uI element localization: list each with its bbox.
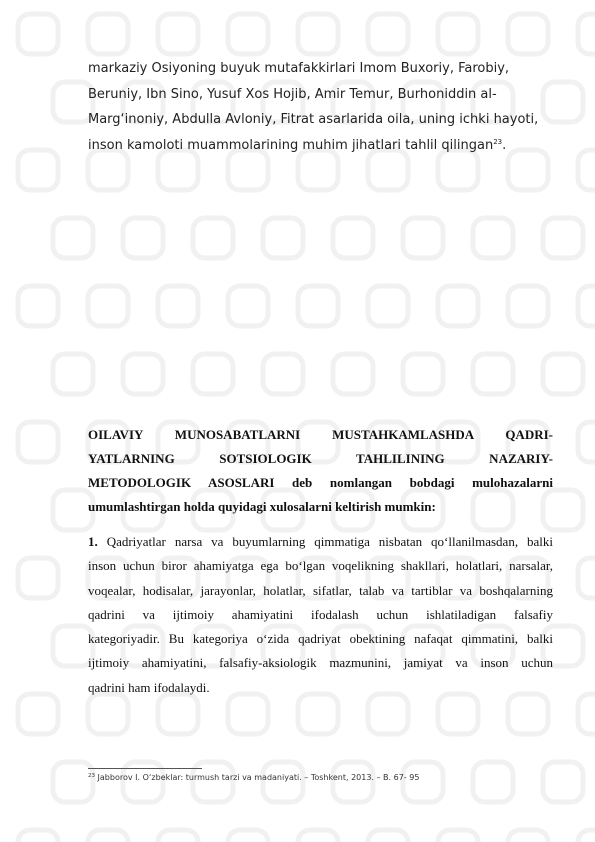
watermark-mark [298, 14, 338, 54]
intro-line: markaziy Osiyoning buyuk mutafakkirlari Imom Buxoriy, Farobiy, [88, 61, 510, 76]
watermark-mark [158, 830, 198, 842]
paragraph-first-line [88, 530, 553, 554]
watermark-mark [333, 354, 373, 394]
watermark-mark [263, 218, 303, 258]
watermark-mark [508, 286, 548, 326]
watermark-mark [578, 286, 595, 326]
footnote-reference[interactable]: 23 [493, 137, 503, 146]
watermark-mark [228, 286, 268, 326]
watermark-mark [473, 218, 513, 258]
paragraph-line: inson uchun biror ahamiyatga ega bo‘lgan voqelikning shakllari, holatlari, narsalar, [88, 558, 553, 574]
watermark-mark [53, 354, 93, 394]
watermark-mark [298, 830, 338, 842]
watermark-mark [368, 14, 408, 54]
watermark-mark [228, 830, 268, 842]
watermark-mark [543, 354, 583, 394]
watermark-mark [298, 286, 338, 326]
watermark-mark [53, 490, 93, 530]
watermark-mark [193, 218, 233, 258]
heading-line: YATLARNING SOTSIOLOGIK TAHLILINING NAZARIY- [88, 451, 553, 466]
watermark-mark [158, 286, 198, 326]
watermark-mark [508, 830, 548, 842]
watermark-mark [88, 286, 128, 326]
numbered-paragraph [88, 530, 553, 700]
watermark-mark [438, 286, 478, 326]
watermark-mark [88, 14, 128, 54]
watermark-mark [18, 830, 58, 842]
watermark-mark [18, 150, 58, 190]
watermark-mark [18, 694, 58, 734]
watermark-mark [123, 354, 163, 394]
watermark-mark [578, 422, 595, 462]
section-heading [88, 423, 553, 519]
watermark-mark [543, 218, 583, 258]
paragraph-line: ijtimoiy ahamiyatini, falsafiy-aksiologik mazmunini, jamiyat va inson uchun [88, 655, 553, 671]
watermark-mark [438, 830, 478, 842]
heading-line: OILAVIY MUNOSABATLARNI MUSTAHKAMLASHDA QADRI- [88, 427, 553, 442]
watermark-mark [53, 762, 93, 802]
paragraph-line: kategoriyadir. Bu kategoriya o‘zida qadriyat obektining nafaqat qimmatini, balki [88, 631, 553, 647]
intro-line: Marg‘inoniy, Abdulla Avloniy, Fitrat asarlarida oila, uning ichki hayoti, [88, 112, 539, 127]
watermark-mark [578, 694, 595, 734]
watermark-mark [18, 558, 58, 598]
watermark-mark [53, 82, 93, 122]
paragraph-number: 1. [88, 534, 98, 549]
watermark-mark [53, 218, 93, 258]
footnote-divider [88, 768, 202, 769]
watermark-mark [123, 218, 163, 258]
watermark-mark [18, 422, 58, 462]
watermark-mark [578, 830, 595, 842]
paragraph-line: voqealar, hodisalar, jarayonlar, holatlar, sifatlar, talab va tartiblar va boshqalarning [88, 582, 553, 598]
watermark-mark [438, 14, 478, 54]
intro-line: Beruniy, Ibn Sino, Yusuf Xos Hojib, Amir Temur, Burhoniddin al- [88, 86, 497, 102]
footnote-number: 23 [88, 773, 95, 779]
watermark-mark [578, 558, 595, 598]
paragraph-line: qadrini ham ifodalaydi. [88, 679, 210, 695]
intro-line-last [88, 133, 558, 159]
footnote [88, 772, 558, 783]
watermark-mark [193, 354, 233, 394]
watermark-mark [88, 830, 128, 842]
watermark-mark [53, 626, 93, 666]
watermark-mark [403, 354, 443, 394]
paragraph-first-line-text: Qadriyatlar narsa va buyumlarning qimmatiga nisbatan qo‘llanilmasdan, balki [106, 534, 553, 549]
watermark-mark [158, 14, 198, 54]
watermark-mark [18, 14, 58, 54]
paragraph-line: qadrini va ijtimoiy ahamiyatini ifodalash uchun ishlatiladigan falsafiy [88, 606, 553, 622]
watermark-mark [508, 14, 548, 54]
watermark-mark [228, 14, 268, 54]
footnote-text: Jabborov I. O‘zbeklar: turmush tarzi va madaniyati. – Toshkent, 2013. – B. 67- 95 [97, 773, 420, 782]
watermark-mark [333, 218, 373, 258]
watermark-mark [473, 354, 513, 394]
intro-paragraph [88, 56, 558, 158]
watermark-mark [578, 150, 595, 190]
watermark-mark [18, 286, 58, 326]
watermark-mark [578, 14, 595, 54]
intro-end-punct: . [502, 137, 507, 153]
watermark-mark [403, 218, 443, 258]
heading-line: umumlashtirgan holda quyidagi xulosalarni keltirish mumkin: [88, 499, 436, 514]
watermark-mark [263, 354, 303, 394]
watermark-mark [368, 830, 408, 842]
watermark-mark [368, 286, 408, 326]
heading-line: METODOLOGIK ASOSLARI deb nomlangan bobdagi mulohazalarni [88, 475, 553, 490]
intro-line-text: inson kamoloti muammolarining muhim jihatlari tahlil qilingan [88, 137, 494, 153]
